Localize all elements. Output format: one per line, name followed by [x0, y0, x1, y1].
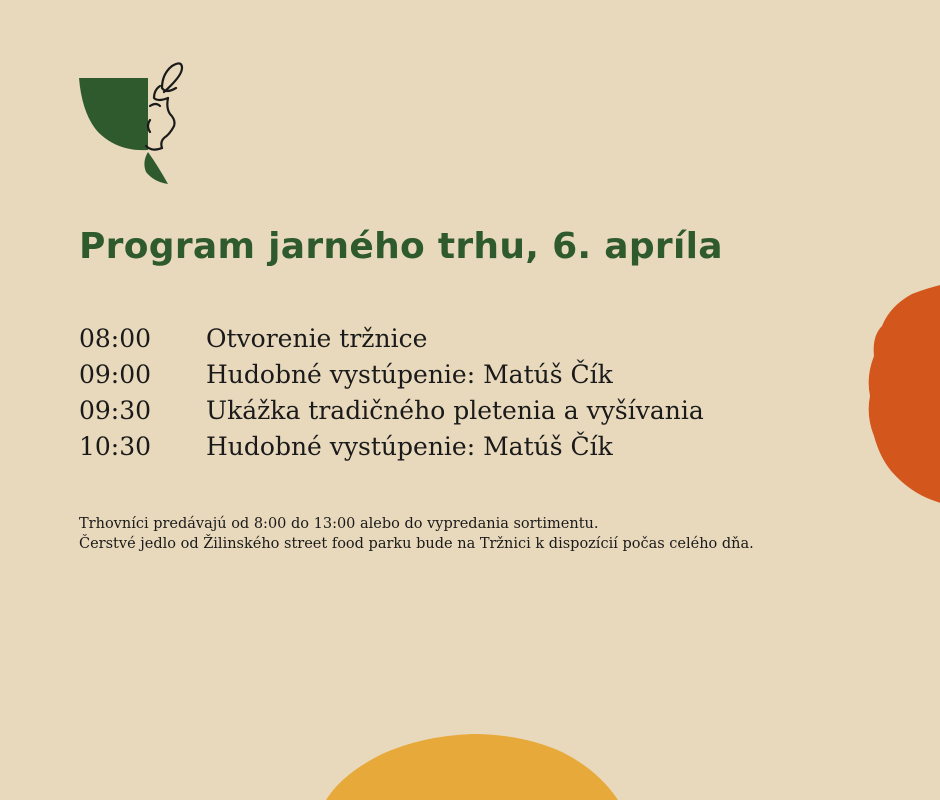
- info-notes: [79, 514, 754, 554]
- schedule-row: [79, 392, 704, 428]
- orange-decorative-blob: [862, 276, 940, 512]
- market-logo-icon: [78, 62, 190, 186]
- street-food-note: Čerstvé jedlo od Žilinského street food parku bude na Tržnici k dispozícií počas celého dňa.: [79, 536, 754, 552]
- schedule-event: Otvorenie tržnice: [206, 323, 428, 353]
- schedule-row: [79, 320, 704, 356]
- schedule-event: Ukážka tradičného pletenia a vyšívania: [206, 395, 704, 425]
- page-title: Program jarného trhu, 6. apríla: [79, 226, 723, 267]
- schedule-row: [79, 428, 704, 464]
- yellow-decorative-blob: [322, 730, 622, 800]
- vendor-hours-note: Trhovníci predávajú od 8:00 do 13:00 alebo do vypredania sortimentu.: [79, 516, 599, 532]
- schedule-time: 09:00: [79, 359, 152, 389]
- schedule-event: Hudobné vystúpenie: Matúš Čík: [206, 431, 613, 461]
- schedule-event: Hudobné vystúpenie: Matúš Čík: [206, 359, 613, 389]
- schedule-time: 09:30: [79, 395, 152, 425]
- schedule-time: 08:00: [79, 323, 152, 353]
- schedule-time: 10:30: [79, 431, 152, 461]
- schedule-row: [79, 356, 704, 392]
- schedule-list: [79, 320, 704, 464]
